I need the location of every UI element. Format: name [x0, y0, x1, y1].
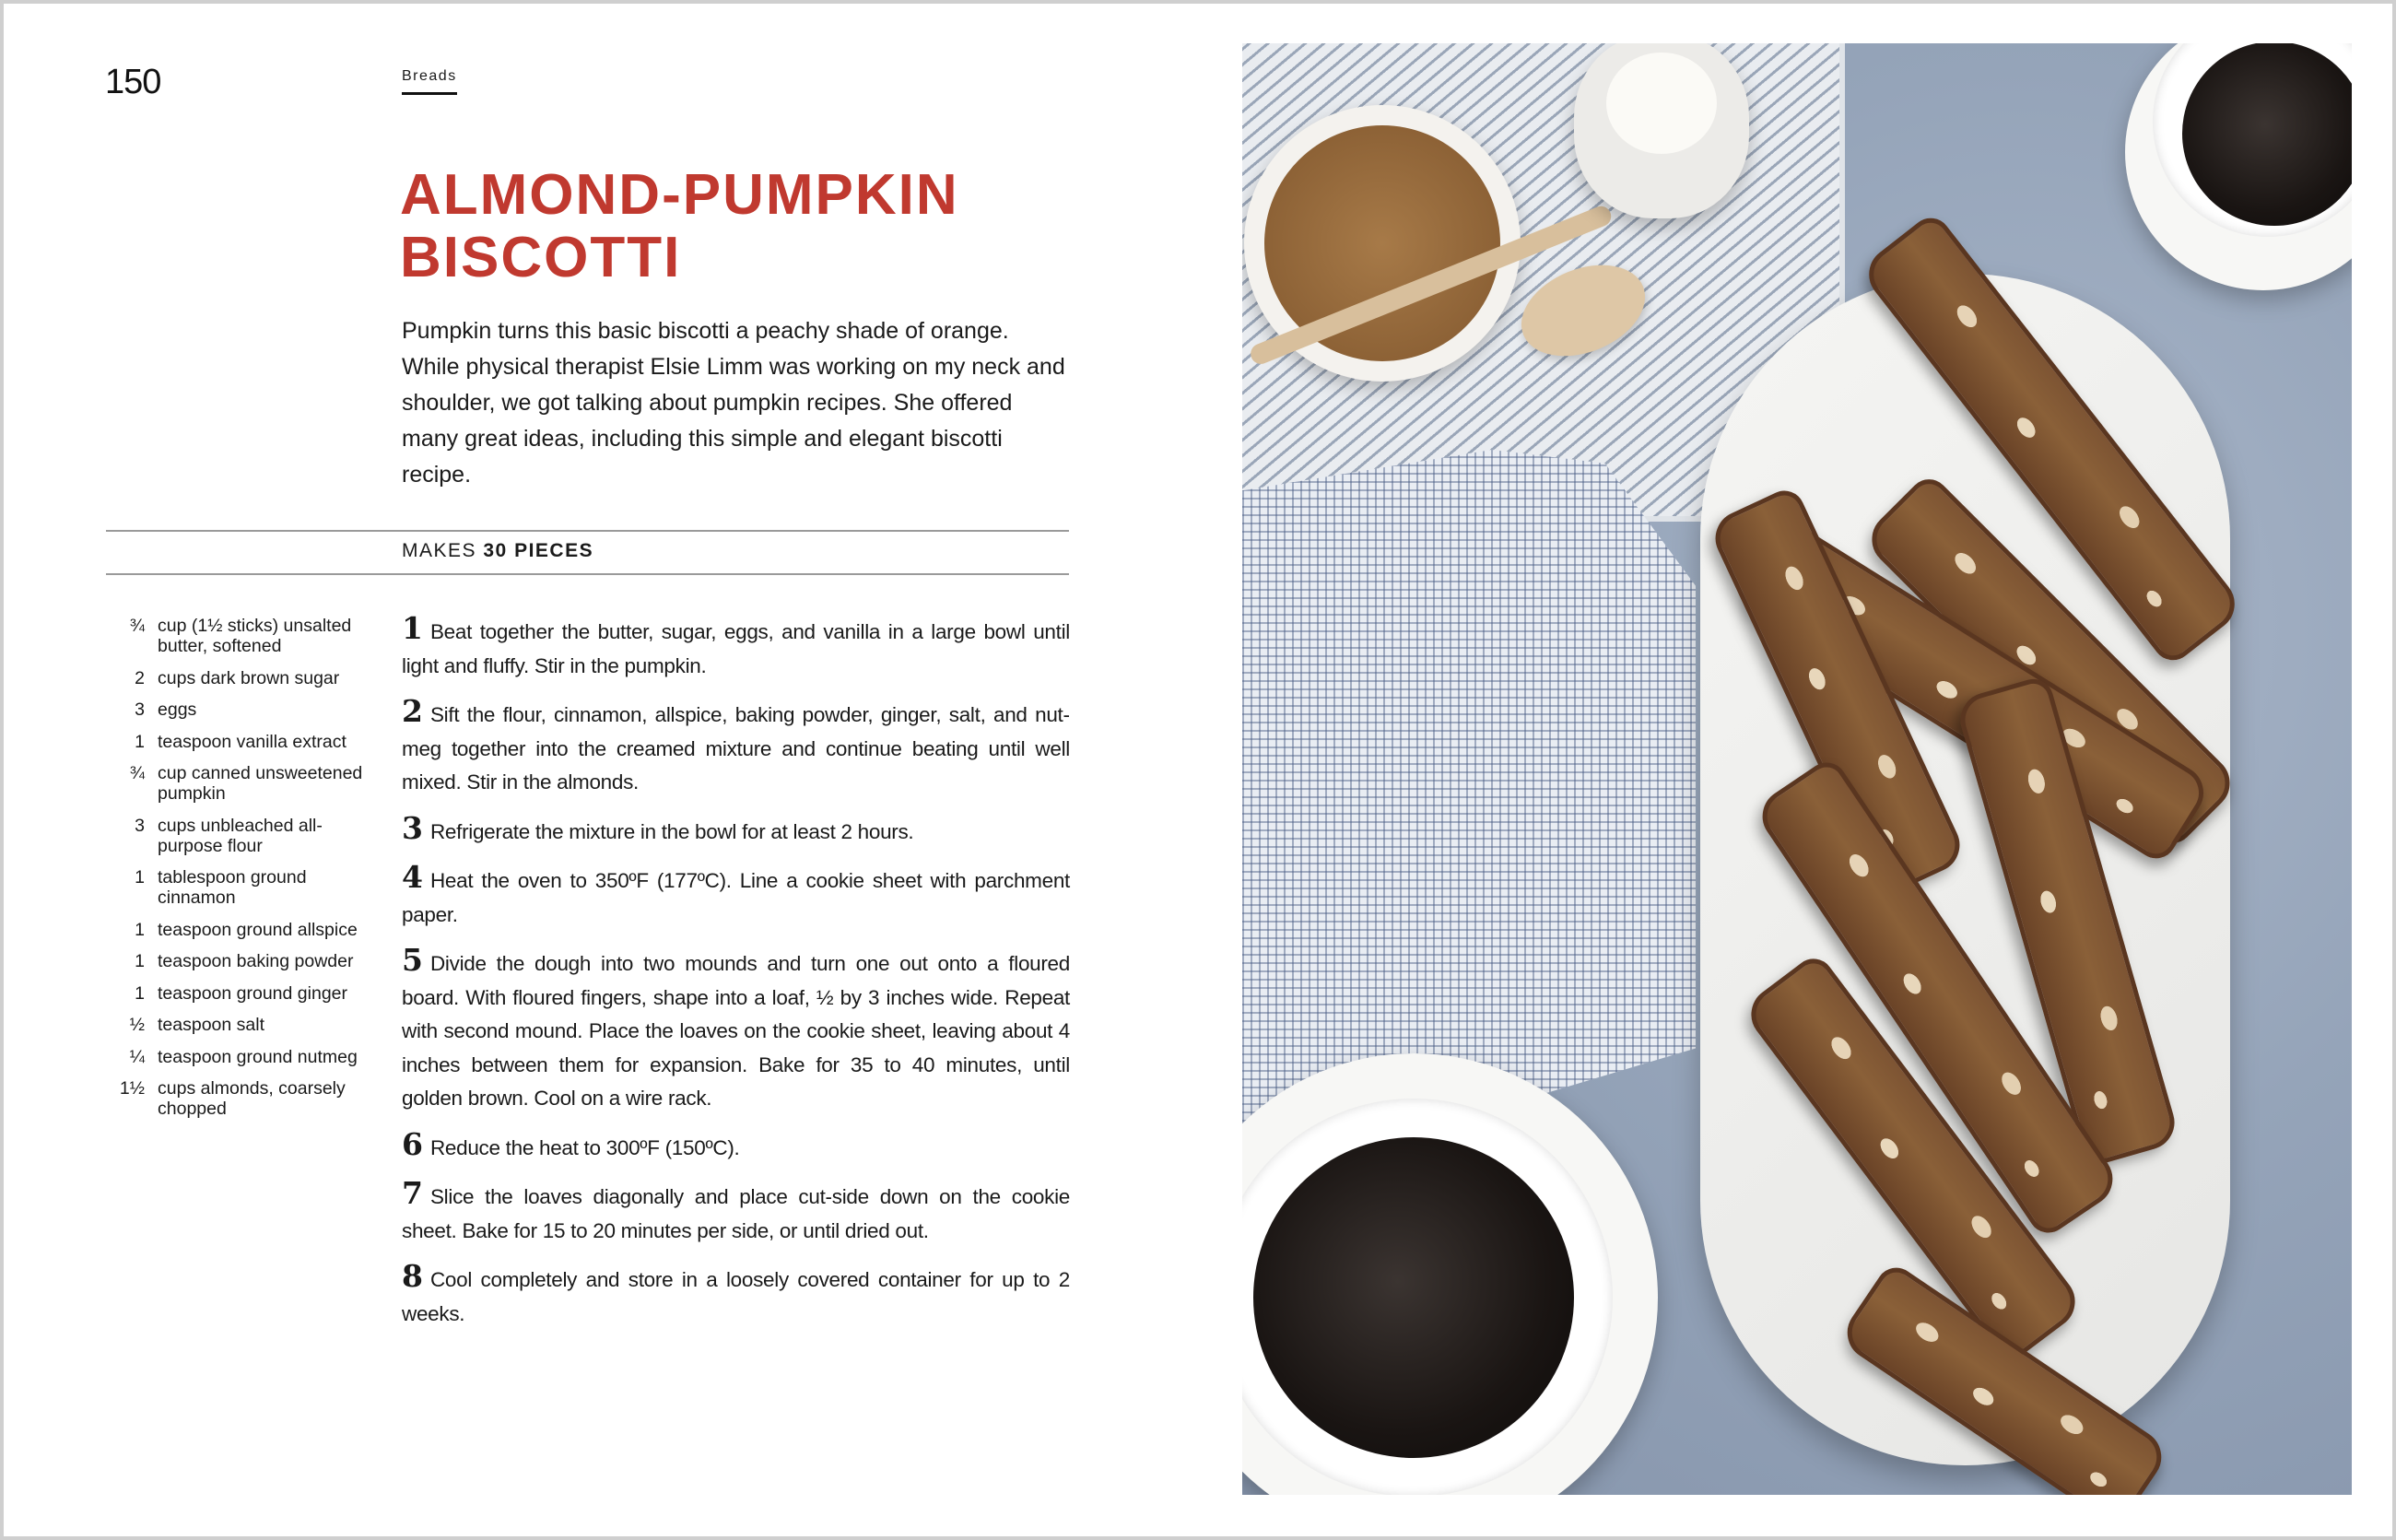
ingredient-text: teaspoon baking powder — [158, 951, 354, 971]
step — [402, 944, 1070, 1116]
ingredient-text: cups unbleached all-purpose flour — [158, 815, 323, 856]
ingredient-text: eggs — [158, 699, 197, 720]
ingredient — [106, 668, 373, 688]
step — [402, 695, 1070, 800]
recipe-intro: Pumpkin turns this basic biscotti a peachy shade of orange. While physical therapist Elsie Limm was working on my neck and shoulder, we got talking about pumpkin recipes. She offered many great ideas, including this simple and elegant biscotti recipe. — [402, 318, 1065, 488]
ingredient-text: teaspoon ground nutmeg — [158, 1046, 358, 1067]
coffee-bottom — [1253, 1137, 1574, 1458]
ingredient-qty: 1 — [135, 982, 145, 1004]
ingredient-qty: 1 — [135, 919, 145, 940]
ingredient-text: teaspoon vanilla extract — [158, 731, 346, 752]
ingredient — [106, 1078, 373, 1119]
step-number: 3 — [402, 809, 423, 846]
step-text: Slice the loaves diagonally and place cut-side down on the cookie sheet. Bake for 15 to 20 minutes per side, or until dried out. — [402, 1185, 1070, 1242]
step-number: 7 — [402, 1175, 423, 1211]
recipe-title — [400, 164, 959, 289]
ingredient — [106, 699, 373, 720]
step — [402, 612, 1070, 683]
ingredient-text: teaspoon ground allspice — [158, 919, 358, 940]
page-number: 150 — [105, 63, 161, 101]
step-text: Beat together the butter, sugar, eggs, and vanilla in a large bowl until light and fluffy. Stir in the pumpkin. — [402, 620, 1070, 677]
ingredient-qty: ¼ — [129, 1046, 145, 1067]
ingredient — [106, 867, 373, 908]
step-number: 8 — [402, 1258, 423, 1294]
checkered-napkin — [1242, 450, 1696, 1130]
step — [402, 1260, 1070, 1331]
step-text: Divide the dough into two mounds and turn one out onto a floured board. With floured fingers, shape into a loaf, ½ by 3 inches wide. Repeat with second mound. Place the loaves on the cookie sheet, leaving about 4 inches between them for expansion. Bake for 35 to 40 minutes, until golden brown. Cool on a wire rack. — [402, 952, 1070, 1110]
ingredient — [106, 1047, 373, 1067]
ingredient-text: tablespoon ground cinnamon — [158, 867, 307, 908]
ingredient-qty: 1½ — [119, 1078, 145, 1099]
yield-value: 30 PIECES — [483, 540, 594, 561]
step-text: Sift the flour, cinnamon, allspice, baking powder, ginger, salt, and nutmeg together into the creamed mixture and continue beating until well mixed. Stir in the almonds. — [402, 703, 1070, 794]
divider-bottom — [106, 573, 1069, 575]
ingredient-text: teaspoon salt — [158, 1015, 265, 1035]
milk-pitcher — [1574, 43, 1749, 218]
ingredient — [106, 616, 373, 656]
title-line-1: ALMOND-PUMPKIN — [400, 163, 959, 227]
ingredient-list — [106, 616, 373, 1131]
ingredient-text: cups almonds, coarsely chopped — [158, 1078, 346, 1119]
ingredient-qty: 1 — [135, 867, 145, 888]
step-number: 2 — [402, 693, 423, 729]
step-number: 6 — [402, 1125, 423, 1162]
ingredient-text: cup canned unsweetened pumpkin — [158, 763, 363, 804]
ingredient-qty: ¾ — [129, 616, 145, 636]
step — [402, 809, 1070, 850]
divider-top — [106, 530, 1069, 532]
ingredient-text: cups dark brown sugar — [158, 667, 340, 688]
step-number: 4 — [402, 859, 423, 895]
step-text: Refrigerate the mixture in the bowl for at least 2 hours. — [429, 819, 914, 843]
ingredient — [106, 983, 373, 1004]
ingredient — [106, 732, 373, 752]
step-number: 5 — [402, 942, 423, 978]
ingredient — [106, 951, 373, 971]
ingredient-text: cup (1½ sticks) unsalted butter, softened — [158, 616, 352, 656]
ingredient — [106, 1015, 373, 1035]
recipe-photo — [1242, 43, 2352, 1495]
yield-label: MAKES — [402, 540, 477, 561]
step — [402, 1125, 1070, 1166]
step-list — [402, 612, 1070, 1343]
ingredient — [106, 920, 373, 940]
ingredient-qty: ¾ — [129, 763, 145, 783]
ingredient-qty: 1 — [135, 951, 145, 971]
yield — [402, 540, 593, 562]
ingredient-qty: 2 — [135, 667, 145, 688]
ingredient-qty: 1 — [135, 731, 145, 752]
ingredient-qty: 3 — [135, 815, 145, 836]
step — [402, 861, 1070, 932]
section-header: Breads — [402, 68, 457, 95]
ingredient-text: teaspoon ground ginger — [158, 982, 347, 1004]
step-number: 1 — [402, 610, 423, 646]
ingredient — [106, 763, 373, 804]
step — [402, 1177, 1070, 1248]
title-line-2: BISCOTTI — [400, 226, 682, 289]
ingredient — [106, 816, 373, 856]
step-text: Reduce the heat to 300ºF (150ºC). — [429, 1135, 740, 1159]
ingredient-qty: 3 — [135, 699, 145, 720]
step-text: Heat the oven to 350ºF (177ºC). Line a cookie sheet with parchment paper. — [402, 869, 1070, 926]
step-text: Cool completely and store in a loosely covered container for up to 2 weeks. — [402, 1268, 1070, 1325]
ingredient-qty: ½ — [129, 1015, 145, 1035]
